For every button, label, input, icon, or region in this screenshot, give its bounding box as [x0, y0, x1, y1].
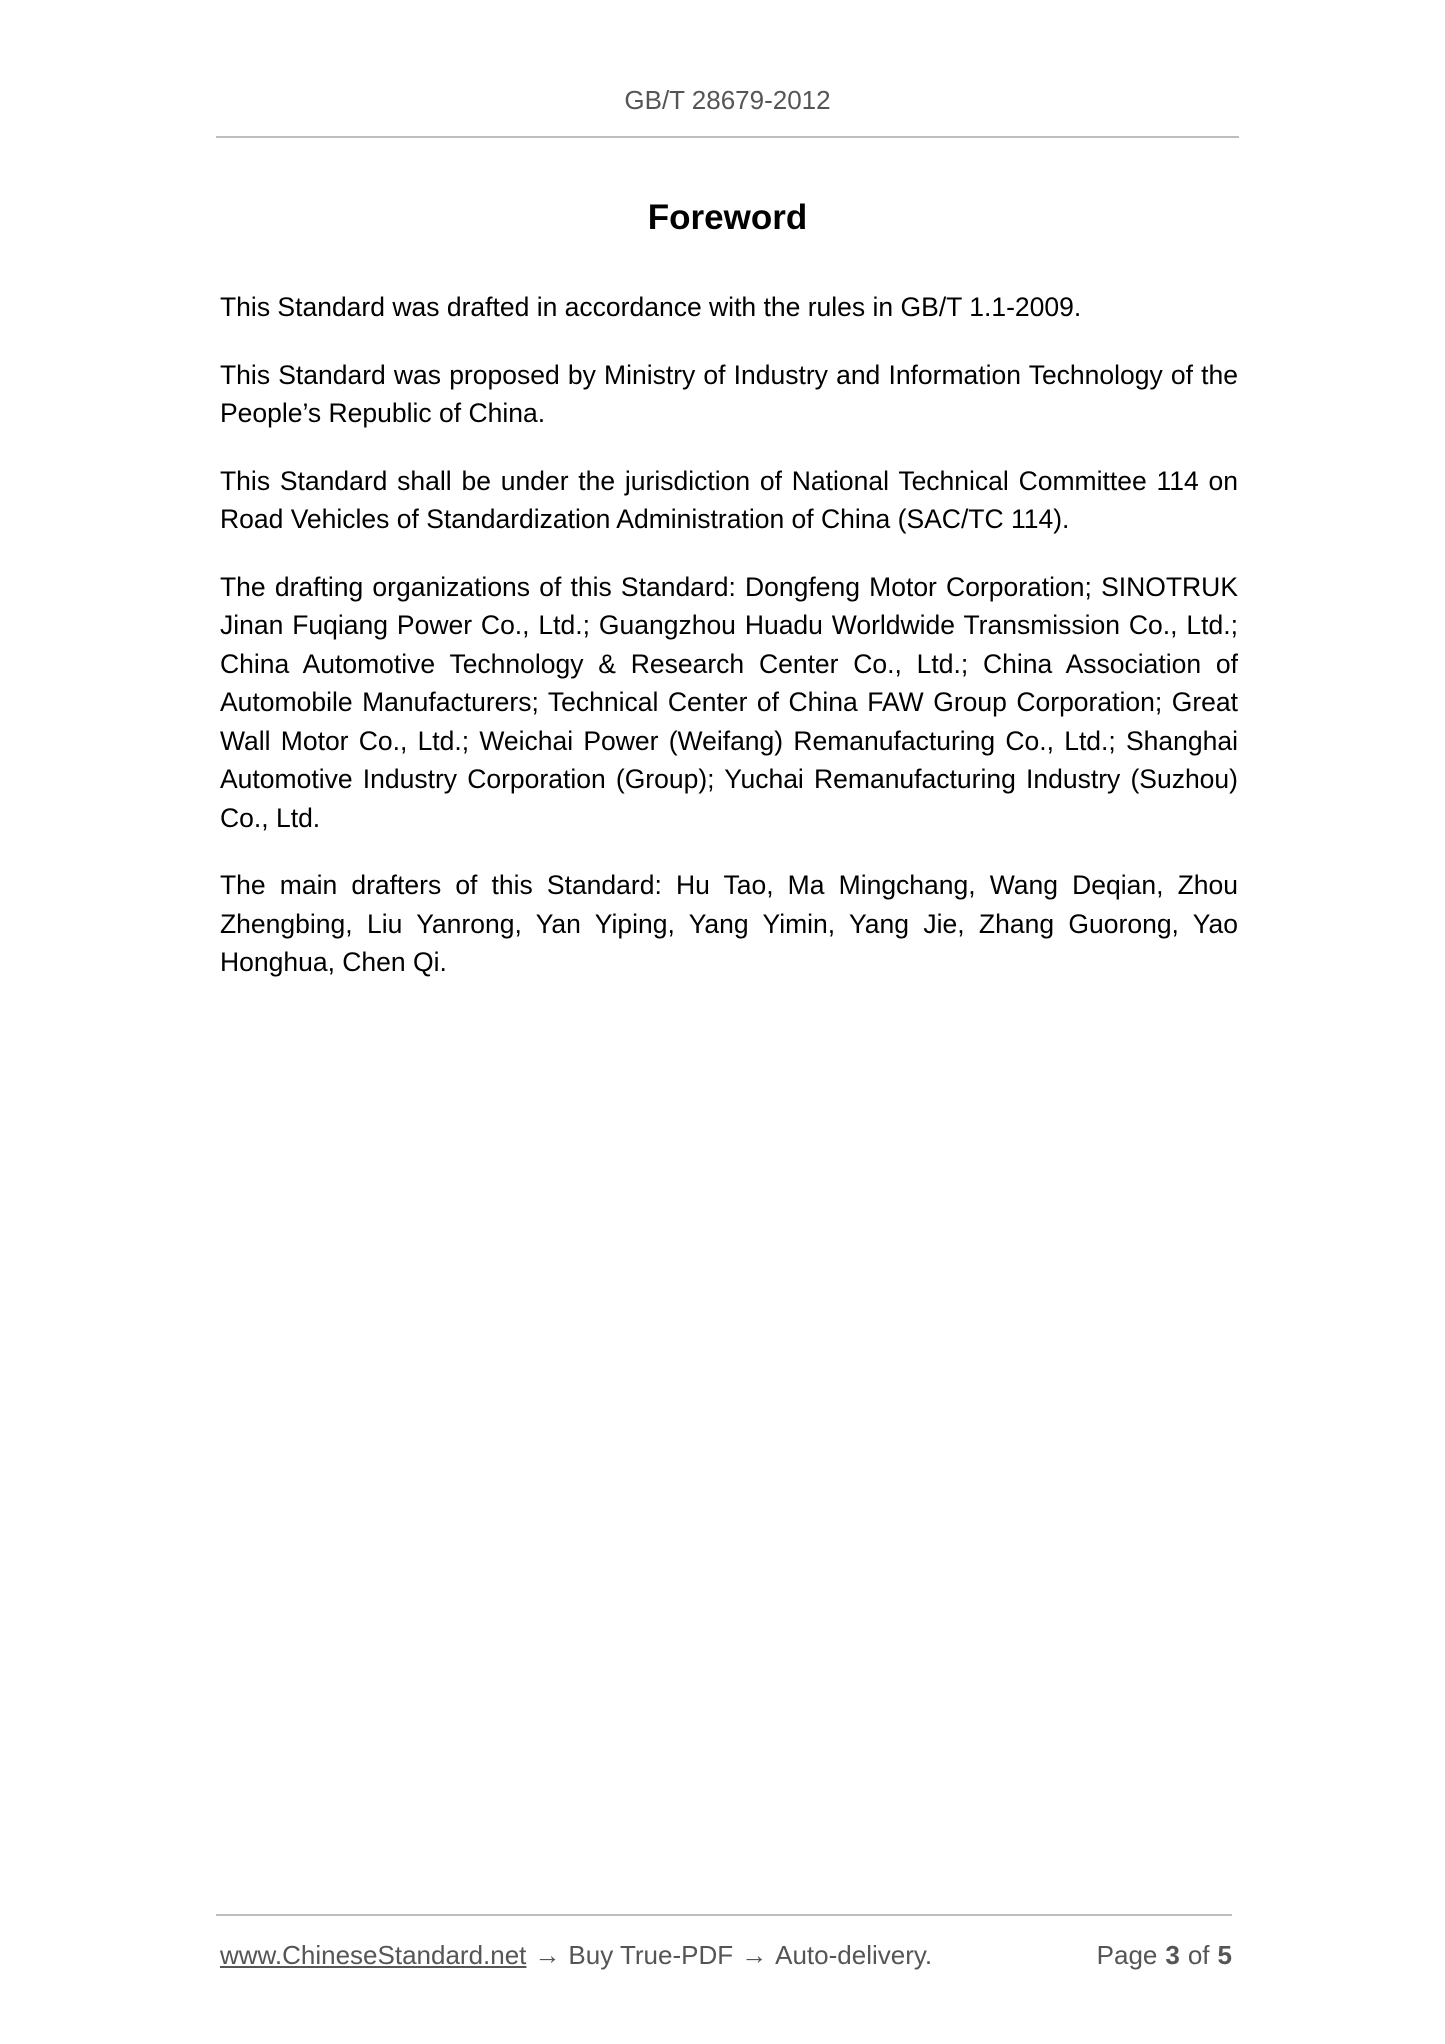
paragraph-drafting-organizations: The drafting organizations of this Standard: Dongfeng Motor Corporation; SINOTRUK Jinan Fuqiang Power Co., Ltd.; Guangzhou Huadu Worldwide Transmission Co., Ltd.; China Automotive Technology & Research Center Co., Ltd.; China Association of Automobile Manufacturers; Technical Center of China FAW Group Corporation; Great Wall Motor Co., Ltd.; Weichai Power (Weifang) Remanufacturing Co., Ltd.; Shanghai Automotive Industry Corporation (Group); Yuchai Remanufacturing Industry (Suzhou) Co., Ltd. [220, 571, 1238, 833]
footer-divider [216, 1914, 1232, 1916]
header-divider [216, 136, 1239, 138]
auto-delivery-text: Auto-delivery. [775, 1940, 933, 1970]
page-total: 5 [1217, 1940, 1232, 1970]
buy-true-pdf-text: Buy True-PDF [568, 1940, 734, 1970]
section-title: Foreword [647, 198, 808, 237]
paragraph-main-drafters: The main drafters of this Standard: Hu Tao, Ma Mingchang, Wang Deqian, Zhou Zhengbing, Liu Yanrong, Yan Yiping, Yang Yimin, Yang Jie, Zhang Guorong, Yao Honghua, Chen Qi. [220, 870, 1238, 977]
footer-promo [220, 1938, 932, 1972]
chinesestandard-link[interactable]: www.ChineseStandard.net [220, 1940, 527, 1970]
foreword-body [220, 288, 1238, 1011]
of-label: of [1187, 1940, 1210, 1970]
paragraph-proposer: This Standard was proposed by Ministry of Industry and Information Technology of the People’s Republic of China. [220, 359, 1238, 428]
paragraph-drafting-rules: This Standard was drafted in accordance with the rules in GB/T 1.1-2009. [220, 292, 1082, 322]
document-code: GB/T 28679-2012 [624, 85, 831, 115]
arrow-right-icon: → [534, 1940, 561, 1970]
running-header [216, 84, 1239, 116]
page-number [1097, 1938, 1232, 1972]
paragraph-jurisdiction: This Standard shall be under the jurisdiction of National Technical Committee 114 on Road Vehicles of Standardization Administration of China (SAC/TC 114). [220, 465, 1238, 534]
page-current: 3 [1165, 1940, 1180, 1970]
arrow-right-icon: → [741, 1940, 768, 1970]
page-label: Page [1096, 1940, 1158, 1970]
